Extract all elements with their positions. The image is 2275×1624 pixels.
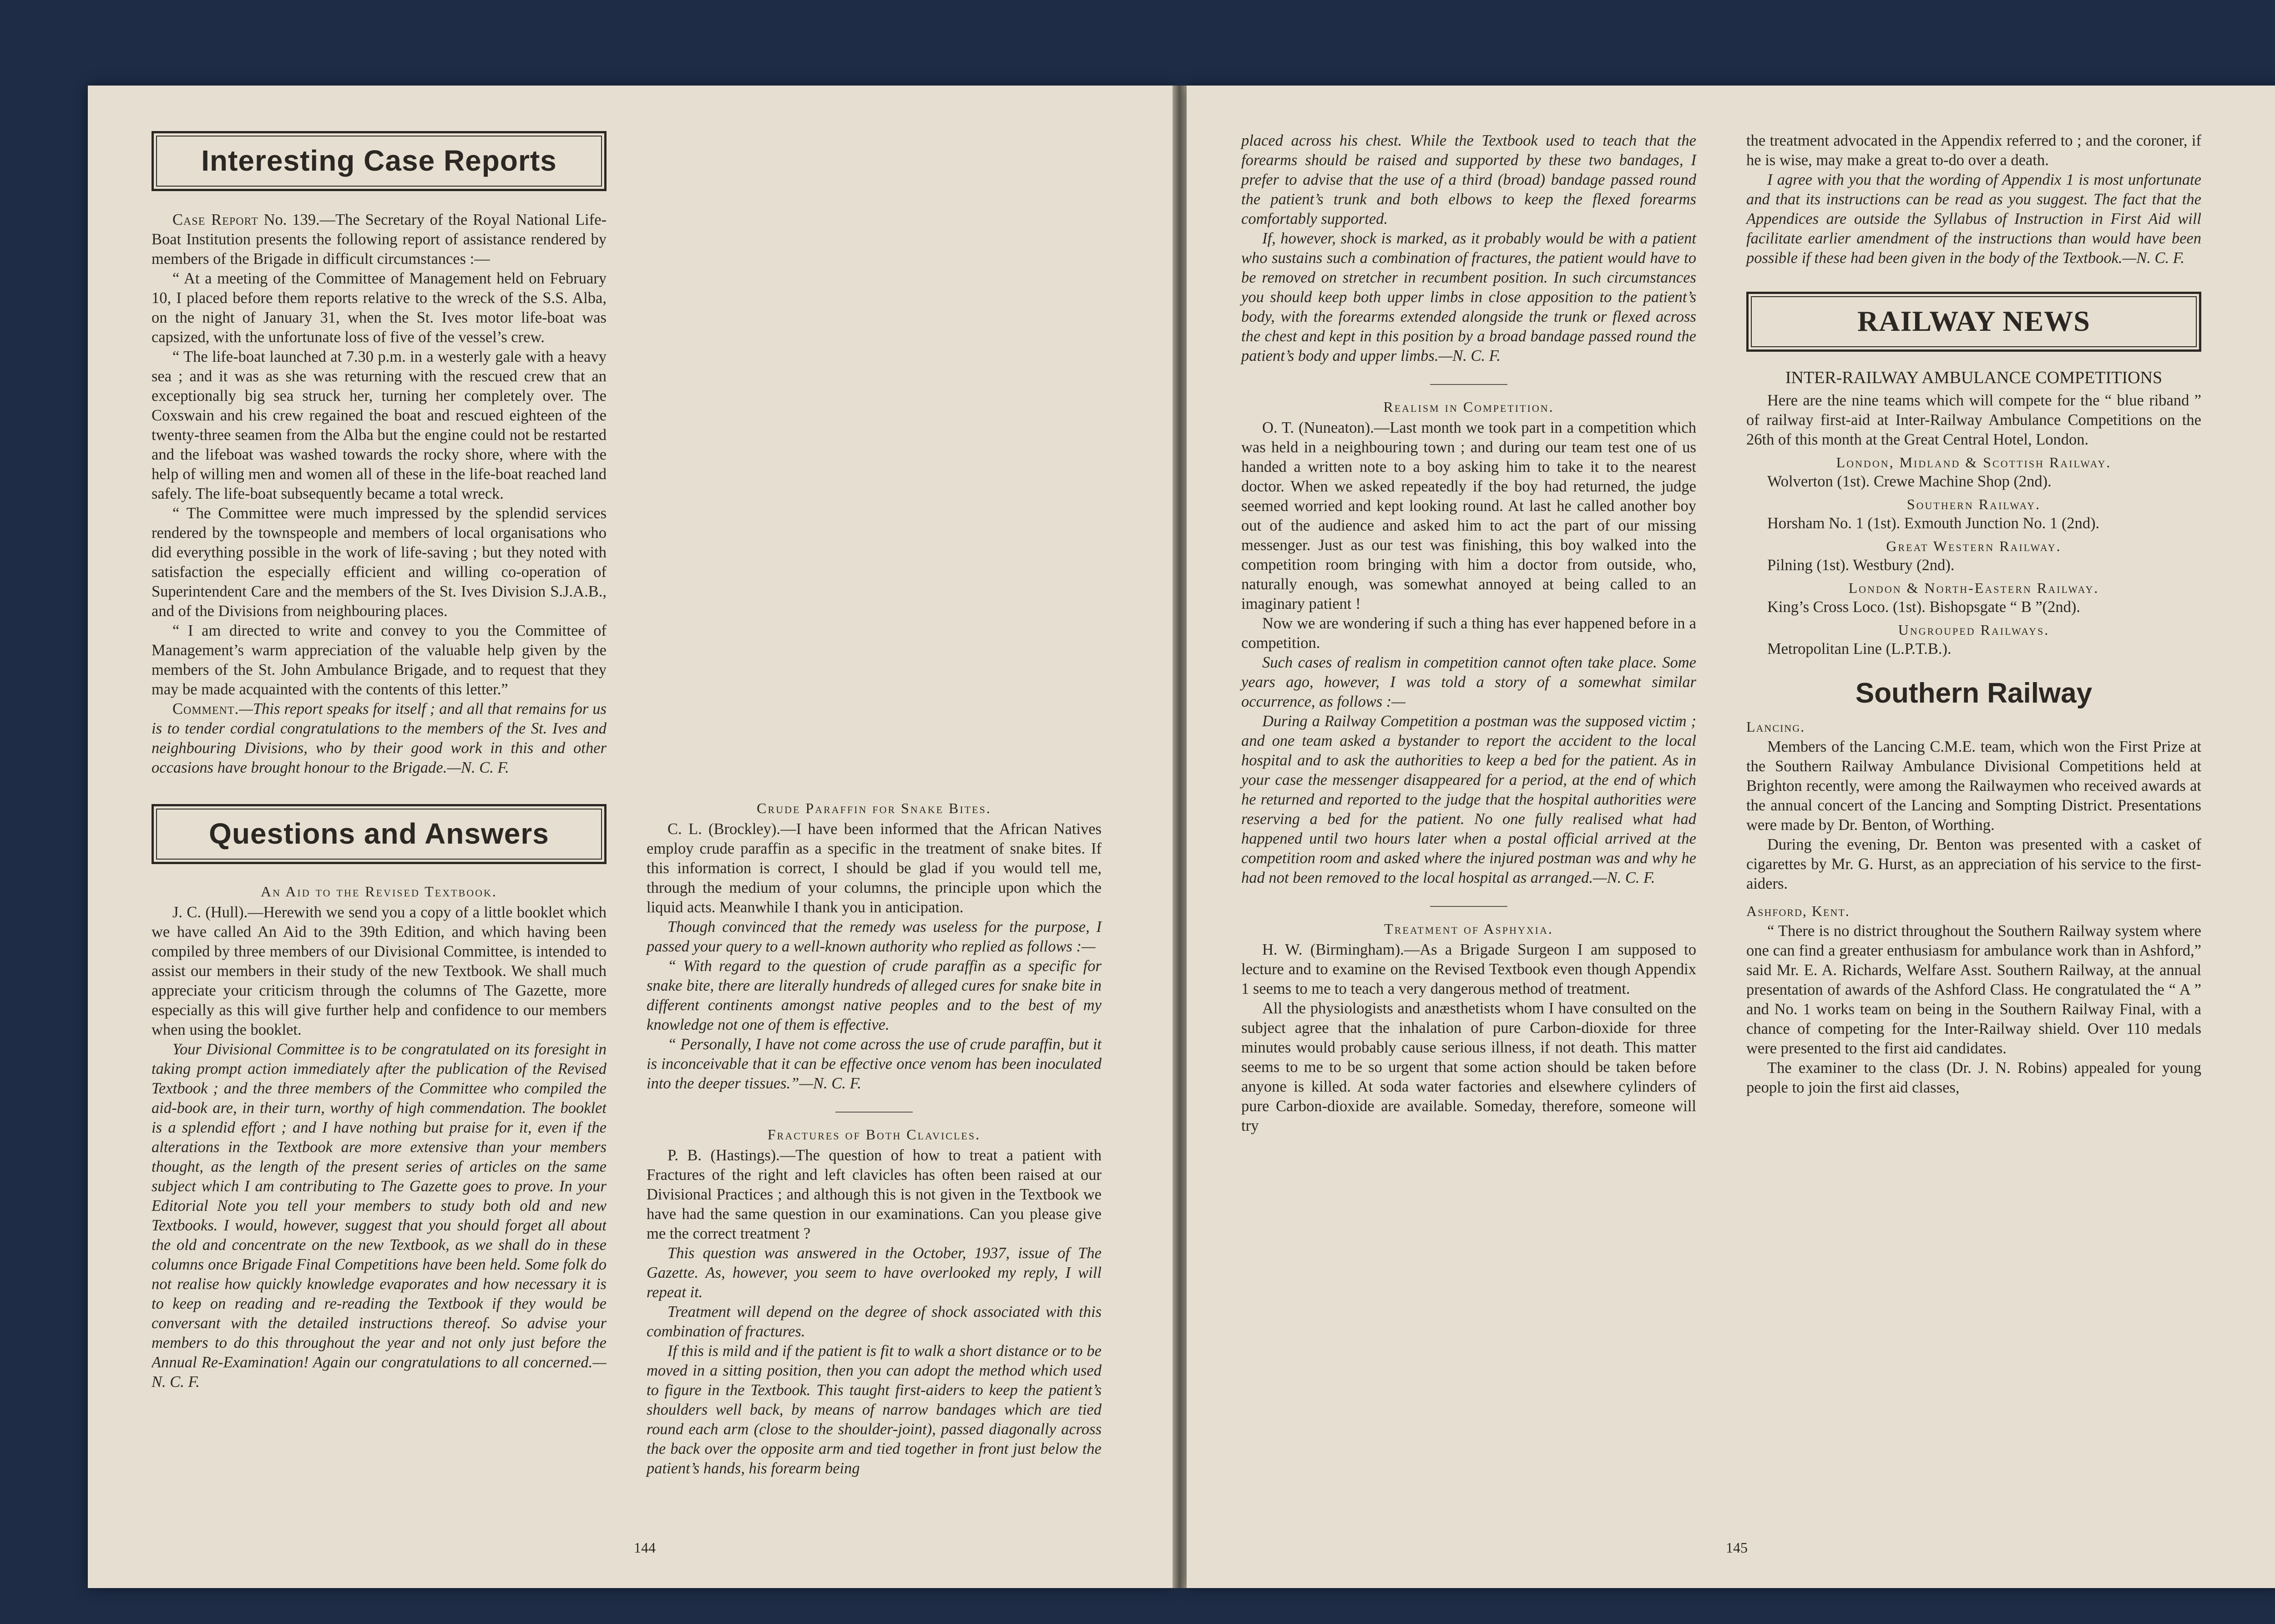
railway-news-title: RAILWAY NEWS bbox=[1857, 305, 2090, 337]
qa-para: H. W. (Birmingham).—As a Brigade Surgeon I am supposed to lecture and to examine on the Revised Textbook even though Appendix 1 seems to me to teach a very dangerous method of treatment. bbox=[1241, 941, 1696, 997]
qa-answer-para: I agree with you that the wording of Appendix 1 is most unfortunate and that its instructions can be read as you suggest. The fact that the Appendices are outside the Syllabus of Instruction in First Aid will facilitate earlier amendment of the instructions than would have been possible if these had been given in the body of the Textbook.—N. C. F. bbox=[1746, 171, 2201, 267]
section-rule bbox=[835, 1112, 913, 1113]
qa-answer-para: If this is mild and if the patient is fit to walk a short distance or to be moved in a sitting position, then you can adopt the method which used to figure in the Textbook. This taught first-aiders to keep the patient’s shoulders well back, by means of narrow bandages which are tied round each arm (close to the shoulder-joint), passed diagonally across the back over the opposite arm and tied together in front just below the patient’s hands, his forearm being bbox=[647, 1342, 1102, 1477]
qa-para: O. T. (Nuneaton).—Last month we took part in a competition which was held in a neighbouring town ; and during our team test one of us handed a written note to a boy asking him to take it to the nearest doctor. When we asked repeatedly if the boy had returned, the judge seemed worried and kept looking round. At last he called another boy out of the audience and asked him to act the part of our missing messenger. Just as our test was finishing, this boy walked into the competition room bringing with him a doctor from outside, who, naturally enough, was somewhat annoyed at being called to an imaginary patient ! bbox=[1241, 419, 1696, 612]
qa-subhead-asphyxia: Treatment of Asphyxia. bbox=[1384, 921, 1553, 937]
qa-answer-para: Treatment will depend on the degree of shock associated with this combination of fractures. bbox=[647, 1303, 1102, 1340]
railway-teams: Horsham No. 1 (1st). Exmouth Junction No. 1 (2nd). bbox=[1767, 515, 2100, 532]
qa-para: the treatment advocated in the Appendix referred to ; and the coroner, if he is wise, may make a great to-do over a death. bbox=[1746, 132, 2201, 169]
place-lancing: Lancing. bbox=[1746, 718, 1805, 735]
railway-company-lms: London, Midland & Scottish Railway. bbox=[1836, 454, 2112, 471]
right-column-1 bbox=[1241, 131, 1696, 1136]
left-page bbox=[88, 86, 1173, 1588]
qa-answer-para: “ Personally, I have not come across the use of crude paraffin, but it is inconceivable that it can be effective once venom has been inoculated into the deeper tissues.”—N. C. F. bbox=[647, 1036, 1102, 1092]
case-report-intro: Case Report No. 139.—The Secretary of the Royal National Life-Boat Institution presents the following report of assistance rendered by members of the Brigade in difficult circumstances :— bbox=[152, 211, 607, 268]
railway-para: The examiner to the class (Dr. J. N. Robins) appealed for young people to join the first aid classes, bbox=[1746, 1059, 2201, 1096]
case-report-para: “ The life-boat launched at 7.30 p.m. in a westerly gale with a heavy sea ; and it was as she was returning with the rescued crew that an exceptionally big sea struck her, turning her completely over. The Coxswain and his crew regained the boat and rescued eighteen of the twenty-three seamen from the Alba but the engine could not be restarted and the lifeboat was washed towards the rocky shore, where with the help of willing men and women all of these in the life-boat reached land safely. The life-boat subsequently became a total wreck. bbox=[152, 348, 607, 502]
case-report-lead: Case Report bbox=[172, 211, 258, 228]
left-column-1 bbox=[152, 131, 607, 1588]
qa-subhead-clavicles: Fractures of Both Clavicles. bbox=[767, 1126, 981, 1143]
qa-answer-para: placed across his chest. While the Textbook used to teach that the forearms should be raised and supported by these two bandages, I prefer to advise that the use of a third (broad) bandage passed round the patient’s trunk and both elbows to keep the flexed forearms comfortably supported. bbox=[1241, 132, 1696, 228]
railway-teams: Metropolitan Line (L.P.T.B.). bbox=[1767, 640, 1951, 658]
qa-subhead-snake: Crude Paraffin for Snake Bites. bbox=[757, 800, 991, 816]
qa-para: All the physiologists and anæsthetists whom I have consulted on the subject agree that the inhalation of pure Carbon-dioxide for three minutes would probably cause serious illness, if not death. This matter seems to me to be so urgent that some action should be taken before anyone is killed. At soda water factories and elsewhere cylinders of pure Carbon-dioxide are available. Someday, therefore, someone will try bbox=[1241, 1000, 1696, 1134]
qa-para: Now we are wondering if such a thing has ever happened before in a competition. bbox=[1241, 615, 1696, 652]
questions-answers-title: Questions and Answers bbox=[209, 817, 549, 850]
qa-para: P. B. (Hastings).—The question of how to treat a patient with Fractures of the right and left clavicles has often been raised at our Divisional Practices ; and although this is not given in the Textbook we have had the same question in our examinations. Can you please give me the correct treatment ? bbox=[647, 1147, 1102, 1242]
interesting-case-reports-heading-box bbox=[152, 131, 607, 191]
qa-answer-para: Though convinced that the remedy was useless for the purpose, I passed your query to a well-known authority who replied as follows :— bbox=[647, 918, 1102, 955]
place-ashford: Ashford, Kent. bbox=[1746, 903, 1850, 919]
qa-para: C. L. (Brockley).—I have been informed that the African Natives employ crude paraffin as a specific in the treatment of snake bites. If this information is correct, I should be glad if you would tell me, through the medium of your columns, the principle upon which the liquid acts. Meanwhile I thank you in anticipation. bbox=[647, 820, 1102, 916]
book-gutter bbox=[1173, 86, 1187, 1588]
railway-news-heading-box bbox=[1746, 292, 2201, 352]
case-report-comment: Comment.—This report speaks for itself ; and all that remains for us is to tender cordial congratulations to the members of the St. Ives and neighbouring Divisions, who by their good work in this and other occasions have brought honour to the Brigade.—N. C. F. bbox=[152, 700, 607, 776]
qa-answer-para: Such cases of realism in competition cannot often take place. Some years ago, however, I was told a story of a somewhat similar occurrence, as follows :— bbox=[1241, 654, 1696, 710]
southern-railway-title: Southern Railway bbox=[1855, 678, 2093, 709]
railway-para: Here are the nine teams which will compete for the “ blue riband ” of railway first-aid at Inter-Railway Ambulance Competitions on the 26th of this month at the Great Central Hotel, London. bbox=[1746, 392, 2201, 448]
qa-para: J. C. (Hull).—Herewith we send you a copy of a little booklet which we have called An Aid to the 39th Edition, and which having been compiled by three members of our Divisional Committee, is intended to assist our members in their study of the new Textbook. We shall much appreciate your criticism through the columns of The Gazette, more especially as this will give further help and confidence to our members when using the booklet. bbox=[152, 904, 607, 1038]
railway-company-ungrouped: Ungrouped Railways. bbox=[1898, 622, 2050, 638]
section-rule bbox=[1430, 384, 1507, 385]
case-report-para: “ I am directed to write and convey to you the Committee of Management’s warm appreciation of the valuable help given by the members of the St. John Ambulance Brigade, and to request that they may be made acquainted with the contents of this letter.” bbox=[152, 622, 607, 698]
railway-teams: Pilning (1st). Westbury (2nd). bbox=[1767, 557, 1955, 574]
inter-railway-heading: INTER-RAILWAY AMBULANCE COMPETITIONS bbox=[1785, 368, 2163, 387]
right-page bbox=[1187, 86, 2275, 1588]
qa-subhead-realism: Realism in Competition. bbox=[1383, 399, 1554, 415]
case-report-para: “ At a meeting of the Committee of Management held on February 10, I placed before them reports relative to the wreck of the S.S. Alba, on the night of January 31, when the St. Ives motor life-boat was capsized, with the unfortunate loss of five of the vessel’s crew. bbox=[152, 270, 607, 346]
railway-teams: Wolverton (1st). Crewe Machine Shop (2nd). bbox=[1767, 473, 2052, 490]
railway-para: Members of the Lancing C.M.E. team, which won the First Prize at the Southern Railway Ambulance Divisional Competitions held at Brighton recently, were among the Railwaymen who received awards at the annual concert of the Lancing and Sompting District. Presentations were made by Dr. Benton, of Worthing. bbox=[1746, 738, 2201, 834]
page-number-right: 145 bbox=[1726, 1539, 1748, 1556]
railway-para: During the evening, Dr. Benton was presented with a casket of cigarettes by Mr. G. Hurst, as an appreciation of his service to the first-aiders. bbox=[1746, 836, 2201, 892]
railway-teams: King’s Cross Loco. (1st). Bishopsgate “ B ”(2nd). bbox=[1767, 598, 2081, 616]
case-report-para: “ The Committee were much impressed by the splendid services rendered by the townspeople and members of local organisations who did everything possible in the work of life-saving ; but they noted with satisfaction the especially efficient and willing co-operation of Superintendent Care and the members of the St. Ives Division S.J.A.B., and of the Divisions from neighbouring places. bbox=[152, 505, 607, 620]
qa-answer-para: This question was answered in the October, 1937, issue of The Gazette. As, however, you seem to have overlooked my reply, I will repeat it. bbox=[647, 1245, 1102, 1301]
right-column-2 bbox=[1746, 131, 2201, 1098]
railway-company-gwr: Great Western Railway. bbox=[1886, 538, 2062, 554]
qa-answer-para: If, however, shock is marked, as it probably would be with a patient who sustains such a combination of fractures, the patient would have to be removed on stretcher in recumbent position. In such circumstances you should keep both upper limbs in close apposition to the patient’s body, with the forearms extended alongside the trunk or flexed across the chest and kept in this position by a broad bandage passed round the patient’s body and upper limbs.—N. C. F. bbox=[1241, 230, 1696, 364]
railway-company-southern: Southern Railway. bbox=[1906, 496, 2041, 512]
left-column-2 bbox=[647, 800, 1102, 1478]
page-number-left: 144 bbox=[634, 1539, 656, 1556]
qa-subhead-aid: An Aid to the Revised Textbook. bbox=[261, 883, 497, 900]
railway-company-lner: London & North-Eastern Railway. bbox=[1848, 580, 2099, 596]
qa-answer-para: During a Railway Competition a postman was the supposed victim ; and one team asked a bystander to report the accident to the local hospital and to ask the authorities to keep a bed for the patient. As in your case the messenger disappeared for a period, at the end of which he returned and reported to the judge that the hospital authorities were reserving a bed for the patient. No one fully realised what had happened until two hours later when a postal official arrived at the competition room and asked where the injured postman was and why he had not been removed to the local hospital as arranged.—N. C. F. bbox=[1241, 713, 1696, 886]
questions-answers-heading-box bbox=[152, 804, 607, 864]
railway-para: “ There is no district throughout the Southern Railway system where one can find a greater enthusiasm for ambulance work than in Ashford,” said Mr. E. A. Richards, Welfare Asst. Southern Railway, at the annual presentation of awards of the Ashford Class. He congratulated the “ A ” and No. 1 works team on being in the Southern Railway Final, with a chance of competing for the Inter-Railway shield. Over 110 medals were presented to the first aid candidates. bbox=[1746, 922, 2201, 1057]
qa-answer-para: “ With regard to the question of crude paraffin as a specific for snake bite, there are literally hundreds of alleged cures for snake bite in different continents amongst native peoples and to the best of my knowledge not one of them is effective. bbox=[647, 957, 1102, 1033]
qa-answer-para: Your Divisional Committee is to be congratulated on its foresight in taking prompt action immediately after the publication of the Revised Textbook ; and the three members of the Committee who compiled the aid-book are, in their turn, worthy of high commendation. The booklet is a splendid effort ; and I have nothing but praise for it, even if the alterations in the Textbook are more extensive than your members thought, as the length of the present series of articles on the same subject which I am contributing to The Gazette goes to prove. In your Editorial Note you tell your members to study both old and new Textbooks. I would, however, suggest that you should forget all about the old and concentrate on the new Textbook, as we shall do in these columns once Brigade Final Competitions have been held. Some folk do not realise how quickly knowledge evaporates and how necessary it is to keep on reading and re-reading the Textbook if they would be conversant with the detailed instructions thereof. So advise your members to do this throughout the year and not only just before the Annual Re-Examination! Again our congratulations to all concerned.—N. C. F. bbox=[152, 1041, 607, 1391]
interesting-case-reports-title: Interesting Case Reports bbox=[201, 144, 557, 177]
section-rule bbox=[1430, 906, 1507, 907]
